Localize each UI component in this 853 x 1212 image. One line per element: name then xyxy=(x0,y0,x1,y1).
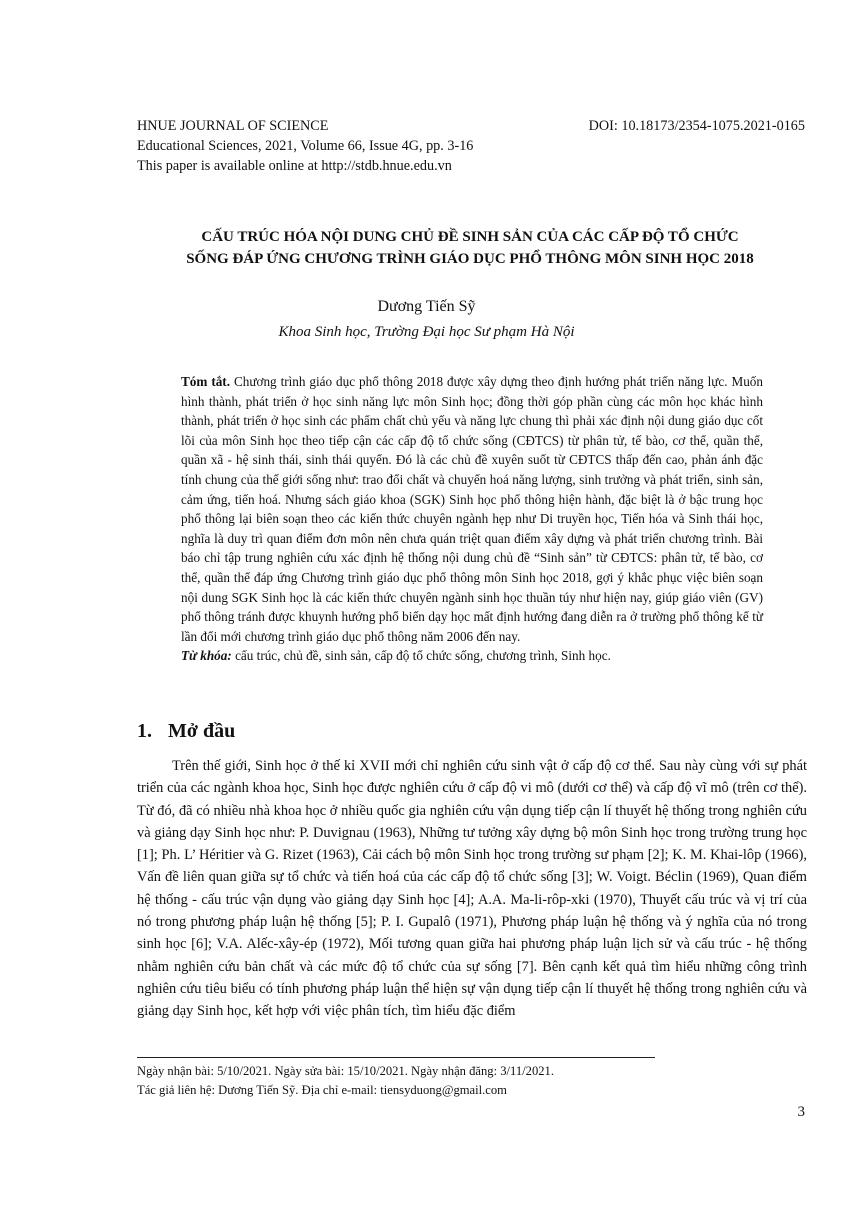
title-line-2: SỐNG ĐÁP ỨNG CHƯƠNG TRÌNH GIÁO DỤC PHỔ THÔNG MÔN SINH HỌC 2018 xyxy=(186,251,754,267)
footnote-dates: Ngày nhận bài: 5/10/2021. Ngày sửa bài: 15/10/2021. Ngày nhận đăng: 3/11/2021. xyxy=(137,1064,554,1078)
author-name: Dương Tiến Sỹ xyxy=(377,298,476,315)
journal-header xyxy=(137,116,805,176)
footnote-contact: Tác giả liên hệ: Dương Tiến Sỹ. Địa chỉ e-mail: tiensyduong@gmail.com xyxy=(137,1083,507,1097)
author-affiliation: Khoa Sinh học, Trường Đại học Sư phạm Hà Nội xyxy=(278,324,575,340)
abstract xyxy=(181,372,763,666)
doi: DOI: 10.18173/2354-1075.2021-0165 xyxy=(588,118,805,134)
paper-title xyxy=(120,226,820,270)
abstract-text: Chương trình giáo dục phổ thông 2018 được xây dựng theo định hướng phát triển năng lực. Muốn hình thành, phát triển ở học sinh năng lực môn Sinh học; đồng thời góp phần cùng các môn học khác hình thành, phát triển ở học sinh các phẩm chất chủ yếu và năng lực chung thì phải xác định nội dung giáo dục cốt lõi của môn Sinh học theo tiếp cận các cấp độ tổ chức sống (CĐTCS) từ phân tử, tế bào, cơ thể, quần thể, quần xã - hệ sinh thái, sinh thái quyển. Đó là các chủ đề xuyên suốt từ CĐTCS thấp đến cao, phản ánh đặc tính chung của thế giới sống như: trao đổi chất và chuyển hoá năng lượng, sinh trưởng và phát triển, sinh sản, cảm ứng, tiến hoá. Nhưng sách giáo khoa (SGK) Sinh học phổ thông hiện hành, đặc biệt là ở bậc trung học phổ thông lại biên soạn theo các kiến thức chuyên ngành hẹp như Di truyền học, Tiến hóa và Sinh thái học, nghĩa là duy trì quan điểm đơn môn nên chưa quán triệt quan điểm xây dựng và phát triển chương trình. Bài báo chỉ tập trung nghiên cứu xác định hệ thống nội dung chủ đề “Sinh sản” từ CĐTCS: phân tử, tế bào, cơ thể, quần thể đáp ứng Chương trình giáo dục phổ thông môn Sinh học 2018, gợi ý khắc phục việc biên soạn nội dung SGK Sinh học là các kiến thức chuyên ngành sinh học thuần túy như hiện nay, giúp giáo viên (GV) phổ thông tránh được khuynh hướng phổ biến dạy học mất định hướng đang diễn ra ở trường phổ thông kể từ lần đổi mới chương trình giáo dục phổ thông năm 2006 đến nay. xyxy=(181,374,763,644)
page-number: 3 xyxy=(797,1104,805,1120)
issue-info: Educational Sciences, 2021, Volume 66, Issue 4G, pp. 3-16 xyxy=(137,138,474,154)
title-line-1: CẤU TRÚC HÓA NỘI DUNG CHỦ ĐỀ SINH SẢN CỦA CÁC CẤP ĐỘ TỔ CHỨC xyxy=(201,229,739,245)
availability-note: This paper is available online at http://stdb.hnue.edu.vn xyxy=(137,158,452,174)
section-title: Mở đầu xyxy=(168,720,236,742)
footnote-divider xyxy=(137,1057,655,1058)
section-number: 1. xyxy=(137,720,152,742)
body-paragraph: Trên thế giới, Sinh học ở thế kỉ XVII mới chỉ nghiên cứu sinh vật ở cấp độ cơ thể. Sau này cùng với sự phát triển của các ngành khoa học, Sinh học được nghiên cứu ở cấp độ vi mô (dưới cơ thể) và cấp độ vĩ mô (trên cơ thể). Từ đó, đã có nhiều nhà khoa học ở nhiều quốc gia nghiên cứu vận dụng tiếp cận lí thuyết hệ thống trong nghiên cứu và giảng dạy Sinh học như: P. Duvignau (1963), Những tư tưởng xây dựng bộ môn Sinh học trong trường trung học [1]; Ph. L’ Héritier và G. Rizet (1963), Cải cách bộ môn Sinh học trong trường sư phạm [2]; K. M. Khai-lôp (1966), Vấn đề liên quan giữa sự tổ chức và tiến hoá của các cấp độ tổ chức sống [3]; W. Voigt. Béclin (1969), Quan điểm hệ thống - cấu trúc vận dụng vào giảng dạy Sinh học [4]; A.A. Ma-li-rôp-xki (1970), Thuyết cấu trúc và vị trí của nó trong phương pháp luận hệ thống [5]; P. I. Gupalô (1971), Phương pháp luận hệ thống và ý nghĩa của nó trong sinh học [6]; V.A. Alếc-xây-ép (1972), Mối tương quan giữa hai phương pháp luận lịch sử và cấu trúc - hệ thống nhằm nghiên cứu bản chất và các mức độ tổ chức của sự sống [7]. Bên cạnh kết quả tìm hiểu những công trình nghiên cứu tiêu biểu có tính phương pháp luận thể hiện sự vận dụng tiếp cận lí thuyết hệ thống trong nghiên cứu và giảng dạy Sinh học, kết hợp với việc phân tích, tìm hiểu đặc điểm xyxy=(137,758,807,1020)
abstract-label: Tóm tắt. xyxy=(181,374,230,389)
journal-name: HNUE JOURNAL OF SCIENCE xyxy=(137,118,329,134)
section-body xyxy=(137,755,807,1023)
footnote xyxy=(137,1062,807,1100)
keywords xyxy=(181,646,763,666)
keywords-label: Từ khóa: xyxy=(181,648,232,664)
keywords-text: cấu trúc, chủ đề, sinh sản, cấp độ tổ chức sống, chương trình, Sinh học. xyxy=(235,648,611,664)
section-heading xyxy=(137,720,235,743)
